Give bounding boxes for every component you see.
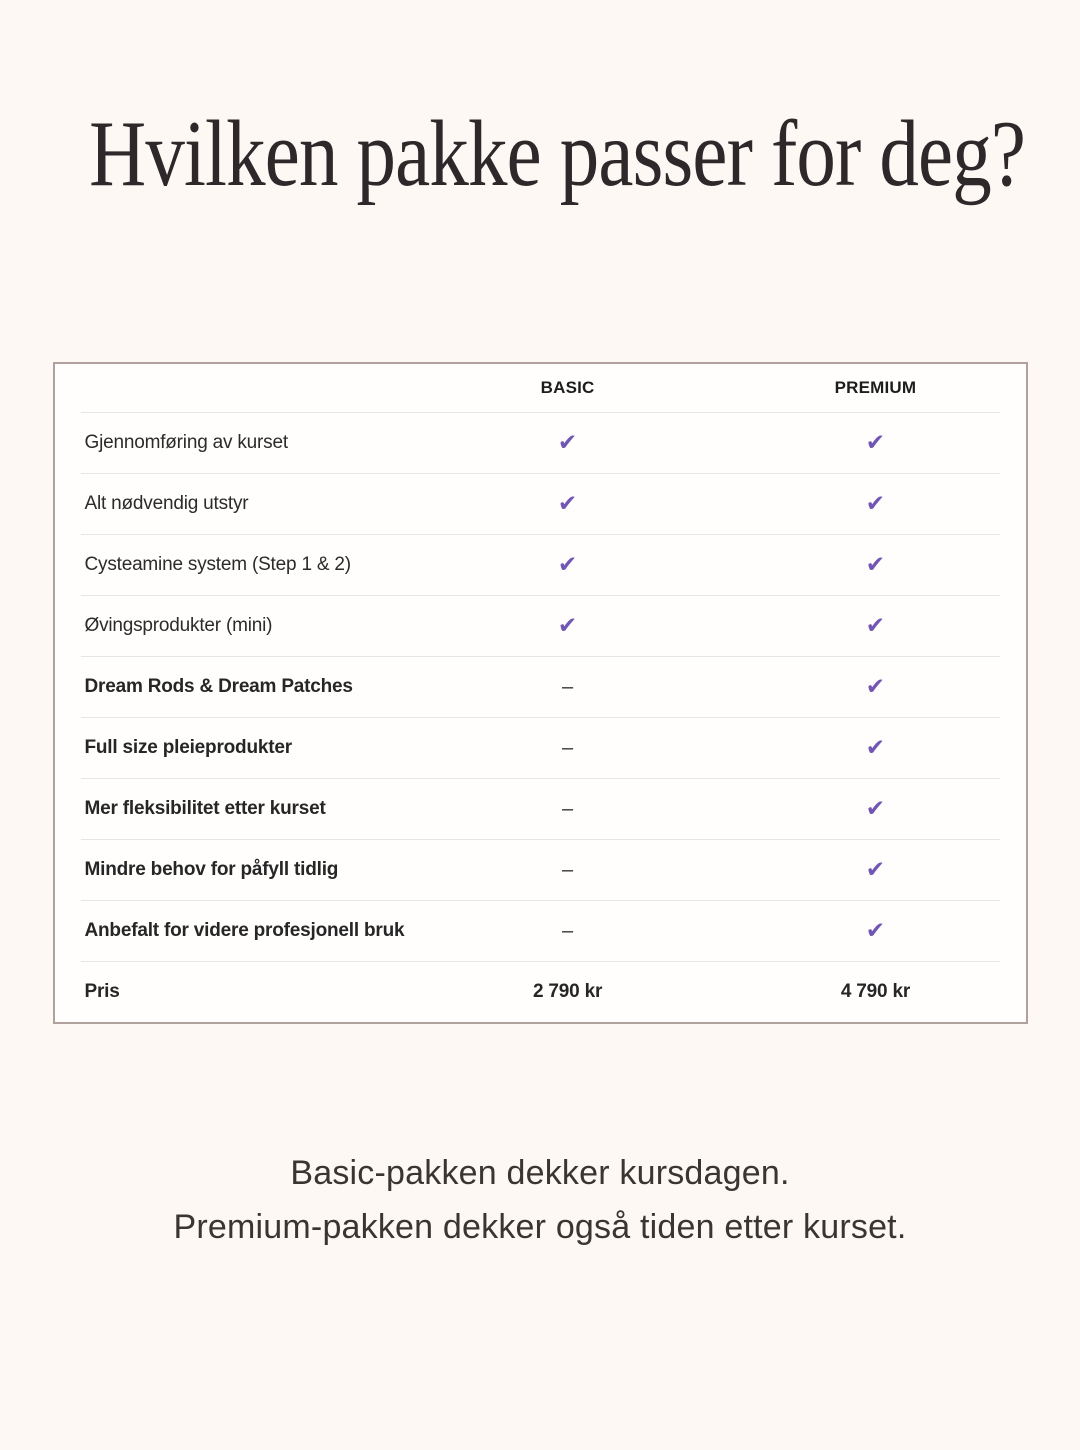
feature-label: Øvingsprodukter (mini) — [84, 615, 273, 636]
feature-label: Full size pleieprodukter — [84, 737, 292, 758]
price-value: 4 790 kr — [840, 981, 911, 1002]
footer-line-premium: Premium-pakken dekker også tiden etter kurset. — [173, 1208, 907, 1246]
premium-value — [751, 734, 999, 761]
feature-label: Cysteamine system (Step 1 & 2) — [84, 554, 351, 575]
check-icon: ✔ — [865, 429, 886, 456]
check-icon: ✔ — [865, 917, 886, 944]
feature-label: Anbefalt for videre profesjonell bruk — [84, 920, 405, 941]
page-title: Hvilken pakke passer for deg? — [89, 102, 1026, 206]
basic-value — [384, 738, 752, 759]
check-icon: ✔ — [557, 490, 578, 517]
feature-label: Pris — [84, 981, 120, 1002]
premium-value — [751, 673, 999, 700]
comparison-table-inner — [55, 364, 1026, 1022]
table-row — [81, 900, 1000, 961]
table-row — [81, 473, 1000, 534]
column-header-premium: PREMIUM — [834, 378, 917, 397]
basic-value — [384, 490, 752, 517]
check-icon: ✔ — [865, 734, 886, 761]
table-row — [81, 534, 1000, 595]
dash-mark: – — [562, 797, 574, 820]
footer-line-basic: Basic-pakken dekker kursdagen. — [290, 1154, 790, 1192]
premium-value — [751, 612, 999, 639]
basic-value — [384, 429, 752, 456]
table-row — [81, 656, 1000, 717]
check-icon: ✔ — [865, 551, 886, 578]
feature-label: Gjennomføring av kurset — [84, 432, 288, 453]
table-row — [81, 778, 1000, 839]
price-value: 2 790 kr — [532, 981, 603, 1002]
table-row — [81, 412, 1000, 473]
check-icon: ✔ — [865, 612, 886, 639]
feature-label: Alt nødvendig utstyr — [84, 493, 249, 514]
comparison-table — [53, 362, 1028, 1024]
table-row — [81, 839, 1000, 900]
check-icon: ✔ — [557, 429, 578, 456]
title-wrap — [0, 100, 1080, 224]
table-row — [81, 961, 1000, 1022]
premium-value — [751, 981, 999, 1003]
check-icon: ✔ — [557, 612, 578, 639]
premium-value — [751, 795, 999, 822]
feature-label: Dream Rods & Dream Patches — [84, 676, 353, 697]
basic-value — [384, 921, 752, 942]
table-row — [81, 717, 1000, 778]
basic-value — [384, 860, 752, 881]
table-body — [81, 412, 1000, 1022]
page — [0, 100, 1080, 1254]
check-icon: ✔ — [865, 673, 886, 700]
dash-mark: – — [562, 858, 574, 881]
basic-value — [384, 677, 752, 698]
basic-value — [384, 981, 752, 1003]
dash-mark: – — [562, 675, 574, 698]
premium-value — [751, 551, 999, 578]
check-icon: ✔ — [865, 490, 886, 517]
basic-value — [384, 612, 752, 639]
premium-value — [751, 490, 999, 517]
basic-value — [384, 799, 752, 820]
premium-value — [751, 856, 999, 883]
table-row — [81, 595, 1000, 656]
check-icon: ✔ — [557, 551, 578, 578]
dash-mark: – — [562, 919, 574, 942]
check-icon: ✔ — [865, 795, 886, 822]
basic-value — [384, 551, 752, 578]
column-header-basic: BASIC — [540, 378, 595, 397]
premium-value — [751, 429, 999, 456]
table-header-row — [81, 364, 1000, 412]
feature-label: Mindre behov for påfyll tidlig — [84, 859, 339, 880]
dash-mark: – — [562, 736, 574, 759]
feature-label: Mer fleksibilitet etter kurset — [84, 798, 326, 819]
premium-value — [751, 917, 999, 944]
check-icon: ✔ — [865, 856, 886, 883]
footer-note — [0, 1146, 1080, 1254]
